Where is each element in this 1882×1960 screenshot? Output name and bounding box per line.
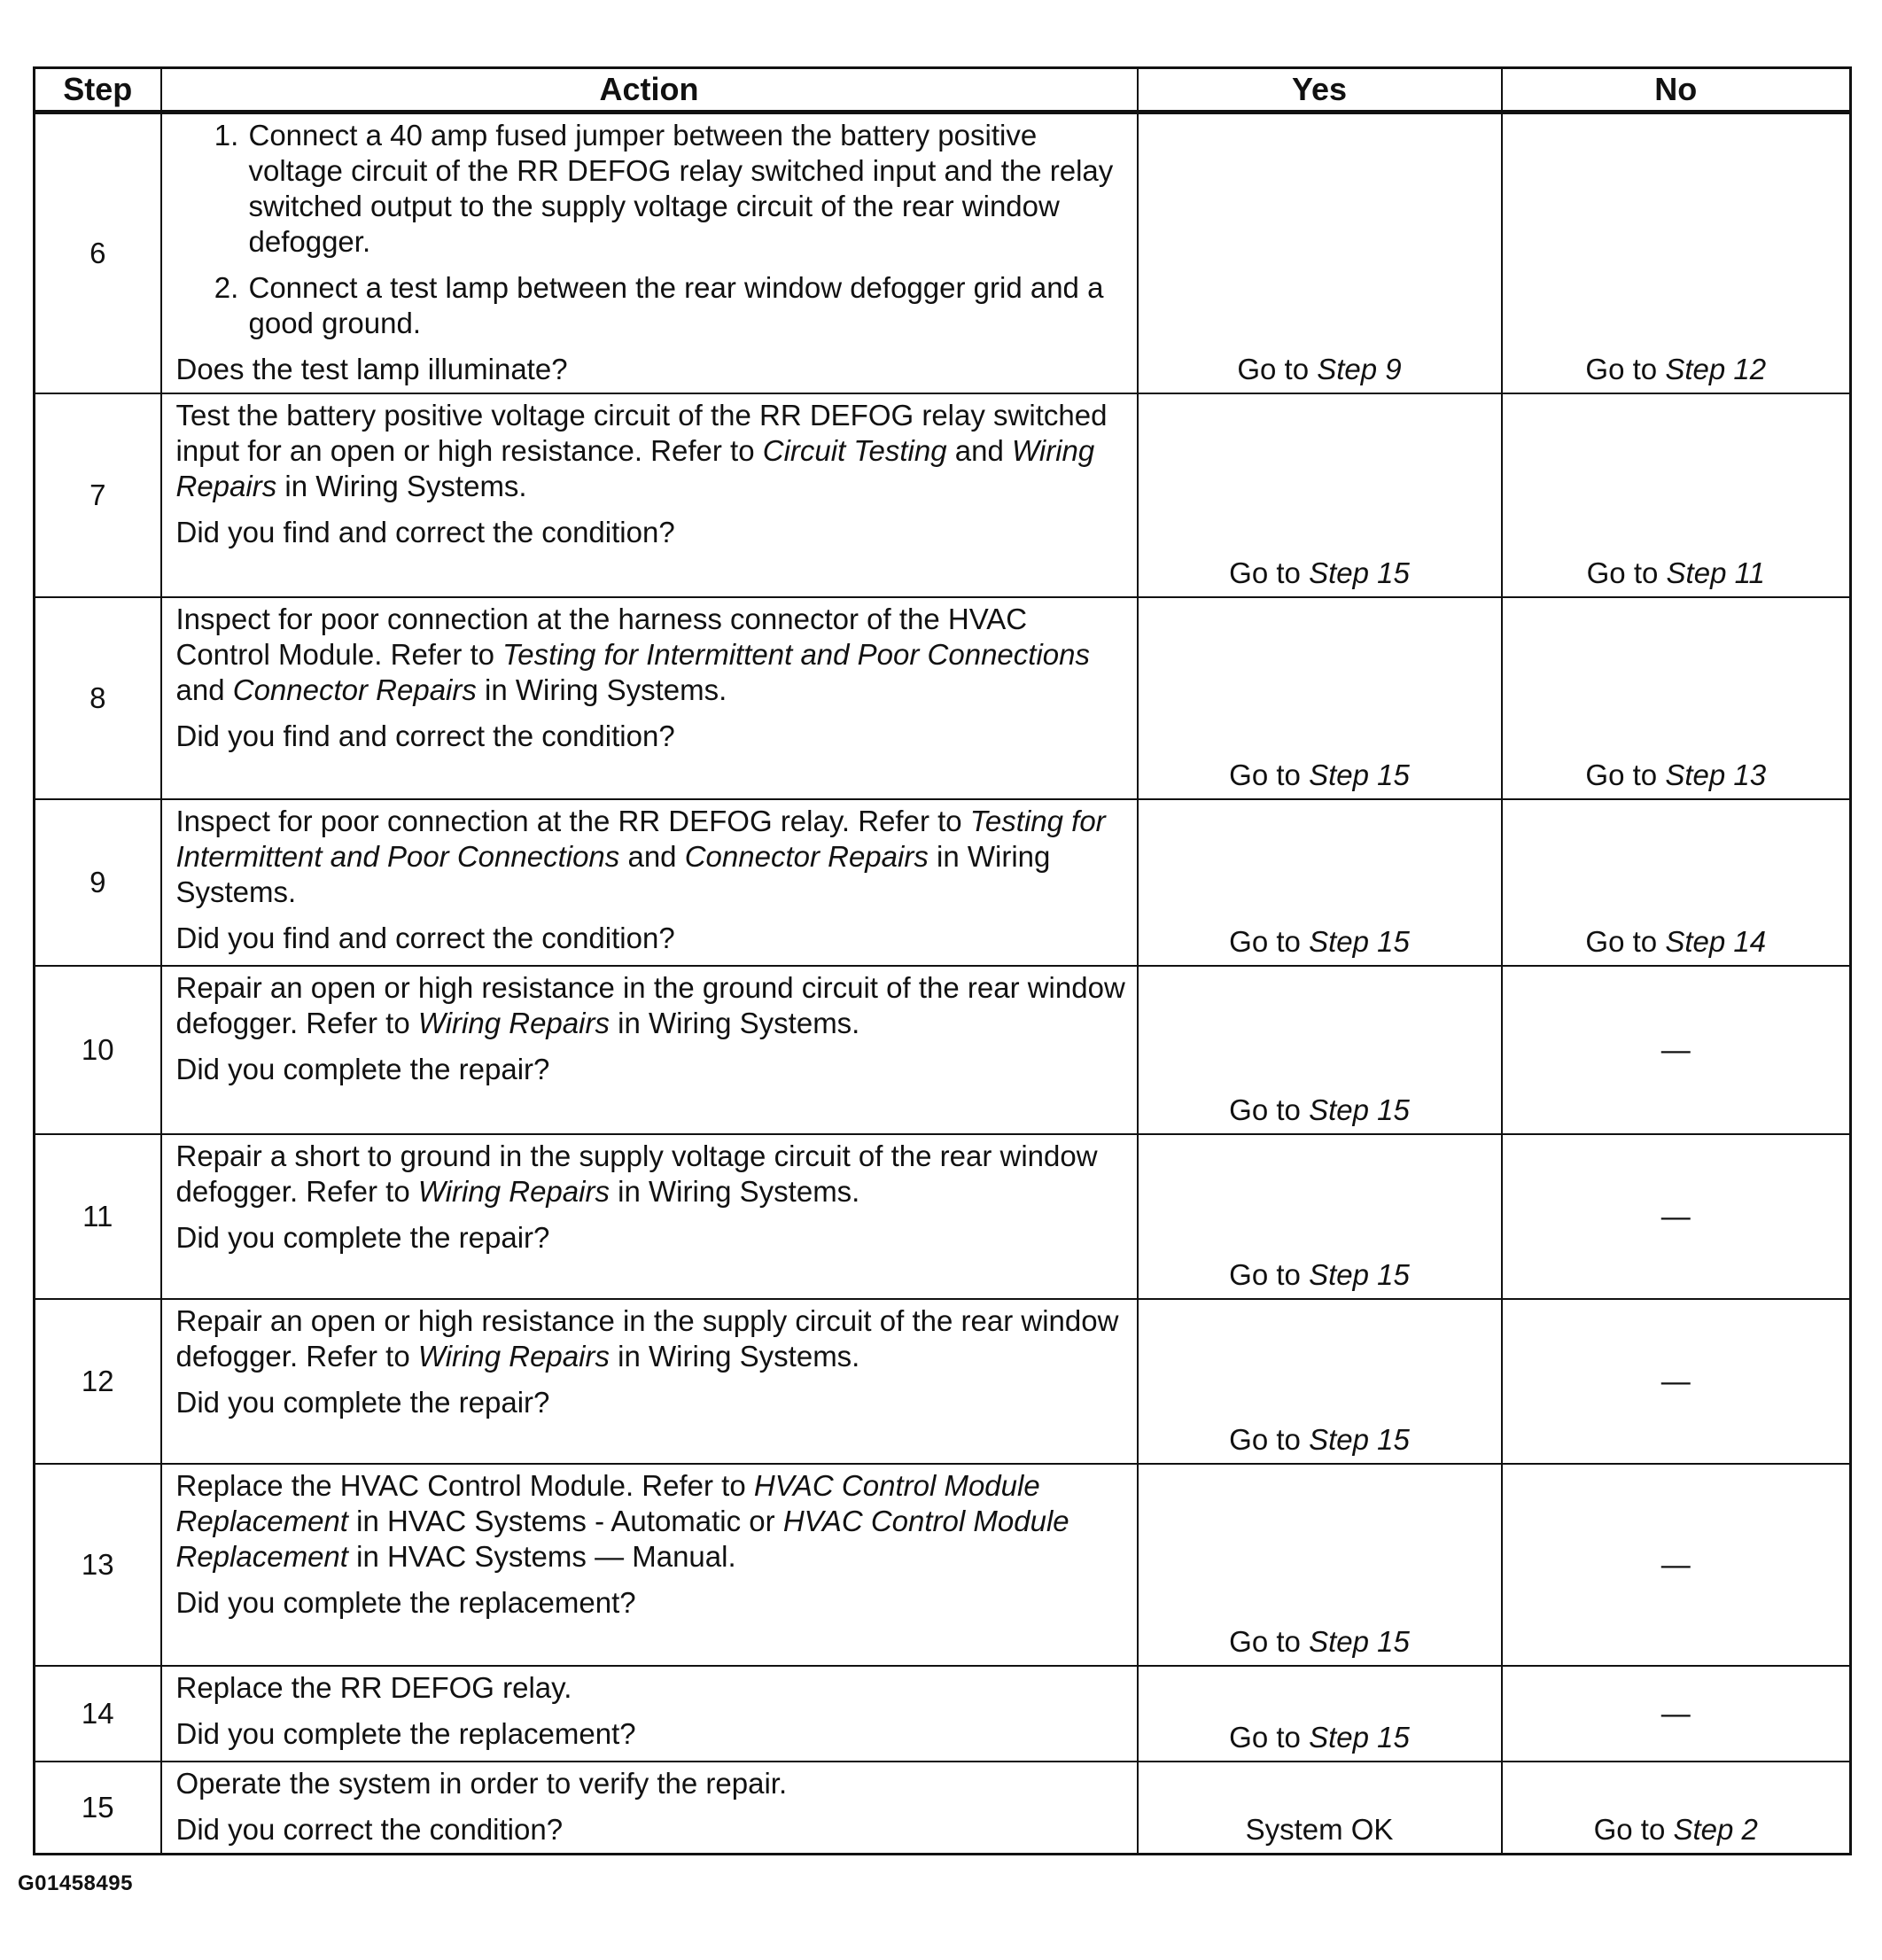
step-link: Step 2 (1673, 1813, 1758, 1846)
table-row (35, 799, 1851, 966)
question-text: Did you find and correct the condition? (175, 516, 675, 548)
action-text (176, 1303, 1128, 1374)
result-prefix: Go to (1229, 556, 1310, 589)
no-result: — (1502, 1299, 1851, 1464)
result-prefix: Go to (1229, 1423, 1310, 1456)
action-text-segment: Repair an open or high resistance in the ground circuit of the rear window defogger. Refer to (175, 971, 1125, 1039)
result-prefix: Go to (1585, 758, 1666, 791)
action-cell (161, 393, 1138, 597)
action-text-segment: in Wiring Systems. (609, 1340, 860, 1373)
yes-result (1138, 1666, 1502, 1762)
table-body (35, 113, 1851, 1855)
action-text (176, 1139, 1128, 1209)
question-text: Did you complete the repair? (175, 1386, 550, 1419)
reference-title: Wiring Repairs (417, 1340, 610, 1373)
reference-title: Circuit Testing (762, 434, 947, 467)
action-text (176, 1670, 1128, 1706)
yes-result: System OK (1138, 1762, 1502, 1855)
no-result (1502, 393, 1851, 597)
action-text-segment: in Wiring Systems. (609, 1175, 860, 1208)
action-text (176, 1468, 1128, 1575)
result-prefix: Go to (1229, 1093, 1310, 1126)
table-row (35, 1666, 1851, 1762)
header-step: Step (35, 68, 161, 113)
action-text-segment: Repair an open or high resistance in the supply circuit of the rear window defogger. Refer to (175, 1304, 1119, 1373)
question-text: Did you find and correct the condition? (175, 922, 675, 954)
table-row (35, 1299, 1851, 1464)
action-text (176, 804, 1128, 910)
header-row (35, 68, 1851, 113)
table-row (35, 1464, 1851, 1666)
result-prefix: Go to (1229, 758, 1310, 791)
question-text: Did you correct the condition? (175, 1813, 564, 1846)
step-link: Step 15 (1309, 1721, 1410, 1754)
step-link: Step 12 (1665, 353, 1767, 385)
yes-result (1138, 597, 1502, 799)
step-link: Step 15 (1309, 1423, 1410, 1456)
step-link: Step 15 (1309, 1258, 1410, 1291)
step-number: 8 (35, 597, 161, 799)
step-link: Step 15 (1309, 925, 1410, 958)
question-text: Did you complete the replacement? (175, 1586, 636, 1619)
step-link: Step 14 (1665, 925, 1767, 958)
step-link: Step 11 (1666, 556, 1765, 589)
yes-result (1138, 393, 1502, 597)
step-number: 11 (35, 1134, 161, 1299)
no-result: — (1502, 1134, 1851, 1299)
action-text-segment: Inspect for poor connection at the RR DEFOG relay. Refer to (175, 805, 970, 837)
step-link: Step 13 (1665, 758, 1767, 791)
yes-result (1138, 799, 1502, 966)
step-link: Step 15 (1309, 556, 1410, 589)
action-list-item: 1. Connect a 40 amp fused jumper between the battery positive voltage circuit of the RR DEFOG relay switched input and the relay switched output to the supply voltage circuit of the rear window defogger. (247, 118, 1128, 260)
reference-title: Connector Repairs (232, 673, 477, 706)
step-number: 13 (35, 1464, 161, 1666)
action-text-segment: Operate the system in order to verify the repair. (175, 1767, 788, 1800)
no-result: — (1502, 1666, 1851, 1762)
action-text (176, 398, 1128, 504)
step-link: Step 9 (1317, 353, 1402, 385)
table-row (35, 393, 1851, 597)
question-text: Did you complete the repair? (175, 1053, 550, 1085)
action-cell (161, 966, 1138, 1134)
question-text: Does the test lamp illuminate? (175, 353, 568, 385)
result-prefix: Go to (1585, 925, 1666, 958)
result-prefix: Go to (1229, 1625, 1310, 1658)
result-prefix: Go to (1237, 353, 1318, 385)
no-result (1502, 1762, 1851, 1855)
yes-result (1138, 1299, 1502, 1464)
step-number: 7 (35, 393, 161, 597)
table-row (35, 113, 1851, 394)
yes-result (1138, 966, 1502, 1134)
action-list-item: 2. Connect a test lamp between the rear window defogger grid and a good ground. (247, 270, 1128, 341)
step-number: 9 (35, 799, 161, 966)
no-result (1502, 597, 1851, 799)
reference-title: Connector Repairs (684, 840, 929, 873)
reference-title: Wiring Repairs (417, 1007, 610, 1039)
action-text-segment: and (175, 673, 233, 706)
step-link: Step 15 (1309, 1093, 1410, 1126)
yes-result (1138, 1134, 1502, 1299)
step-number: 15 (35, 1762, 161, 1855)
action-text-segment: Test the battery positive voltage circuit of the RR DEFOG relay switched input for an open or high resistance. Refer to (175, 399, 1108, 467)
no-result: — (1502, 1464, 1851, 1666)
action-text-segment: in Wiring Systems. (175, 840, 1051, 908)
action-text-segment: and (619, 840, 685, 873)
diagnostic-table (33, 66, 1852, 1855)
question-text: Did you complete the replacement? (175, 1717, 636, 1750)
action-cell (161, 799, 1138, 966)
action-cell (161, 1762, 1138, 1855)
result-prefix: Go to (1229, 1258, 1310, 1291)
action-text-segment: in Wiring Systems. (476, 673, 727, 706)
step-number: 6 (35, 113, 161, 394)
reference-title: HVAC Control Module Replacement (175, 1469, 1040, 1537)
step-number: 12 (35, 1299, 161, 1464)
step-number: 14 (35, 1666, 161, 1762)
action-text-segment: in Wiring Systems. (276, 470, 527, 502)
action-text-segment: Inspect for poor connection at the harness connector of the HVAC Control Module. Refer to (175, 603, 1028, 671)
table-row (35, 597, 1851, 799)
header-action: Action (161, 68, 1138, 113)
figure-id: G01458495 (18, 1871, 133, 1895)
action-text (176, 970, 1128, 1041)
action-text (176, 602, 1128, 708)
step-number: 10 (35, 966, 161, 1134)
reference-title: Testing for Intermittent and Poor Connections (502, 638, 1090, 671)
question-text: Did you complete the repair? (175, 1221, 550, 1254)
header-yes: Yes (1138, 68, 1502, 113)
action-cell (161, 1299, 1138, 1464)
action-text-segment: Replace the HVAC Control Module. Refer to (175, 1469, 754, 1502)
action-text-segment: in HVAC Systems - Automatic or (347, 1505, 783, 1537)
result-prefix: Go to (1593, 1813, 1674, 1846)
action-text-segment: in Wiring Systems. (609, 1007, 860, 1039)
result-prefix: Go to (1229, 1721, 1310, 1754)
reference-title: HVAC Control Module Replacement (175, 1505, 1069, 1573)
action-text-segment: Repair a short to ground in the supply voltage circuit of the rear window defogger. Refer to (175, 1139, 1098, 1208)
result-prefix: Go to (1586, 556, 1667, 589)
reference-title: Wiring Repairs (417, 1175, 610, 1208)
table-row (35, 1762, 1851, 1855)
action-text-segment: Replace the RR DEFOG relay. (175, 1671, 572, 1704)
header-no: No (1502, 68, 1851, 113)
yes-result (1138, 113, 1502, 394)
table-row (35, 966, 1851, 1134)
action-cell (161, 1666, 1138, 1762)
action-cell (161, 113, 1138, 394)
no-result: — (1502, 966, 1851, 1134)
action-cell (161, 1134, 1138, 1299)
question-text: Did you find and correct the condition? (175, 719, 675, 752)
step-link: Step 15 (1309, 1625, 1410, 1658)
result-prefix: Go to (1585, 353, 1666, 385)
result-prefix: Go to (1229, 925, 1310, 958)
reference-title: Testing for Intermittent and Poor Connections (175, 805, 1106, 873)
action-text-segment: in HVAC Systems — Manual. (347, 1540, 736, 1573)
action-text-segment: and (946, 434, 1013, 467)
action-text (176, 1766, 1128, 1801)
action-cell (161, 597, 1138, 799)
yes-result (1138, 1464, 1502, 1666)
step-link: Step 15 (1309, 758, 1410, 791)
no-result (1502, 799, 1851, 966)
table-row (35, 1134, 1851, 1299)
action-list (176, 118, 1128, 341)
no-result (1502, 113, 1851, 394)
reference-title: Wiring Repairs (175, 434, 1095, 502)
action-cell (161, 1464, 1138, 1666)
